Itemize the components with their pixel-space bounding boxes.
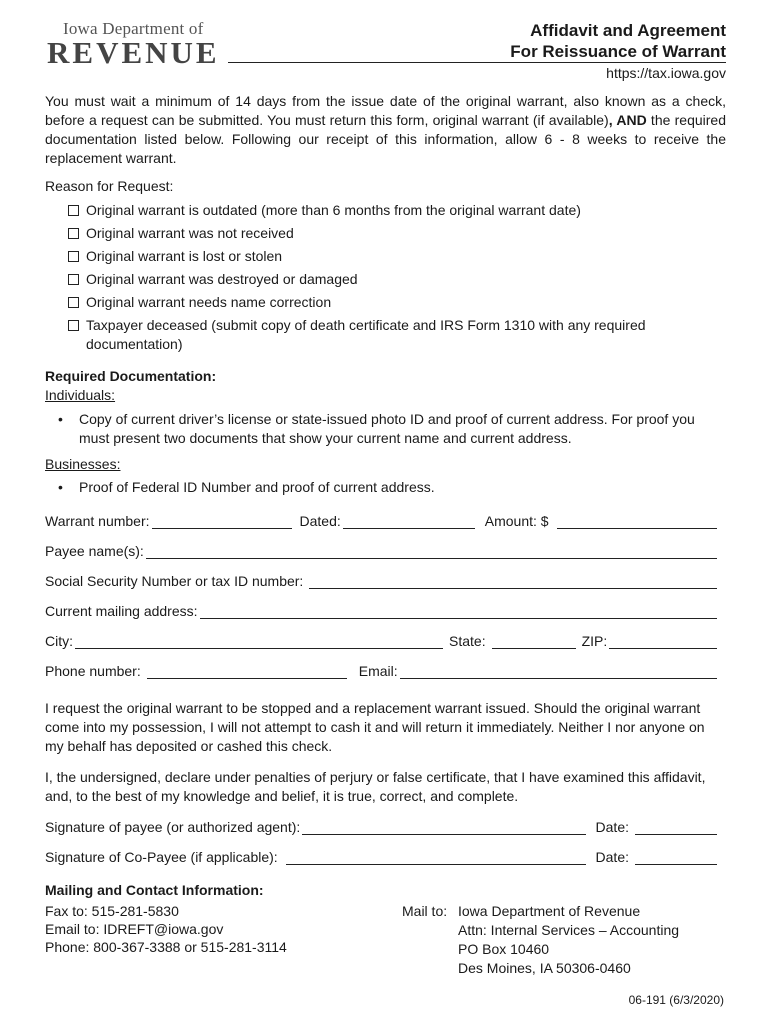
phone-line: Phone: 800-367-3388 or 515-281-3114 [45,939,287,955]
checkbox[interactable] [68,205,79,216]
intro-and-emphasis: , AND [608,112,647,128]
reason-option-not-received[interactable] [68,224,728,243]
request-statement: I request the original warrant to be stopped and a replacement warrant issued. Should the original warrant come into my possession, I will not attempt to cash it and will return it immediately. Neither I nor anyone on my behalf has deposited or cashed this check. [45,700,705,754]
email-label: Email: [358,663,398,679]
bullet: • [58,479,63,495]
phone-email-row [45,661,719,679]
form-title [510,20,726,62]
form-title-line-1: Affidavit and Agreement [530,21,726,40]
copayee-signature-label: Signature of Co-Payee (if applicable): [45,849,278,865]
reason-option-outdated[interactable] [68,201,728,220]
checkbox[interactable] [68,297,79,308]
city-row [45,631,719,649]
copayee-date-label: Date: [595,849,629,865]
title-divider [228,62,726,63]
fax-line: Fax to: 515-281-5830 [45,903,179,919]
businesses-item-text: Proof of Federal ID Number and proof of current address. [79,479,435,495]
individuals-list [58,410,718,448]
mailing-address-block [402,902,679,978]
intro-paragraph [45,92,726,168]
businesses-item [58,478,718,497]
payee-signature-row [45,817,719,835]
address-line: Iowa Department of Revenue [458,903,641,919]
mailing-address-label: Current mailing address: [45,603,198,619]
reason-option-label: Original warrant was not received [86,225,294,241]
checkbox[interactable] [68,251,79,262]
phone-field[interactable] [147,665,347,679]
mailing-address-field[interactable] [200,605,717,619]
reason-option-label: Original warrant is outdated (more than 6 months from the original warrant date) [86,202,581,218]
intro-text-a: You must wait a minimum of 14 days from the issue date of the original warrant, also known as a check, before a request can be submitted. You must return this form, original warrant (if available) [45,93,726,128]
checkbox[interactable] [68,274,79,285]
amount-field[interactable] [557,515,717,529]
zip-field[interactable] [609,635,717,649]
payee-date-field[interactable] [635,821,717,835]
warrant-number-label: Warrant number: [45,513,150,529]
reason-option-label: Original warrant was destroyed or damaged [86,271,358,287]
declaration-statement: I, the undersigned, declare under penalties of perjury or false certificate, that I have examined this affidavit, and, to the best of my knowledge and belief, it is true, correct, and complete. [45,769,706,804]
mailing-address-lines [458,902,679,978]
copayee-date-field[interactable] [635,851,717,865]
businesses-list [58,478,718,497]
ssn-field[interactable] [309,575,717,589]
form-number: 06-191 (6/3/2020) [628,993,724,1007]
logo-revenue-text: REVENUE [47,35,220,70]
warrant-number-field[interactable] [152,515,292,529]
address-line: Attn: Internal Services – Accounting [458,922,680,938]
contact-details [45,902,287,956]
reason-option-label: Taxpayer deceased (submit copy of death certificate and IRS Form 1310 with any required documentation) [86,317,646,352]
logo-department-text: Iowa Department of [63,19,204,38]
reason-option-lost-stolen[interactable] [68,247,728,266]
checkbox[interactable] [68,320,79,331]
checkbox[interactable] [68,228,79,239]
mail-to-label: Mail to: [402,903,448,919]
individuals-label: Individuals: [45,387,116,403]
payee-names-field[interactable] [146,545,717,559]
zip-label: ZIP: [581,633,608,649]
reason-heading: Reason for Request: [45,178,174,194]
iowa-revenue-logo [47,19,220,70]
copayee-signature-row [45,847,719,865]
reason-option-deceased[interactable] [68,316,728,354]
address-line: Des Moines, IA 50306-0460 [458,960,631,976]
dated-label: Dated: [299,513,341,529]
payee-row [45,541,719,559]
contact-heading: Mailing and Contact Information: [45,882,264,898]
ssn-row [45,571,719,589]
dated-field[interactable] [343,515,475,529]
payee-signature-label: Signature of payee (or authorized agent): [45,819,301,835]
reason-options [68,201,728,358]
city-field[interactable] [75,635,443,649]
warrant-row [45,511,719,529]
bullet: • [58,411,63,427]
reason-option-destroyed[interactable] [68,270,728,289]
form-title-line-2: For Reissuance of Warrant [510,42,726,61]
individuals-item-text: Copy of current driver’s license or state-issued photo ID and proof of current address. For proof you must present two documents that show your current name and current address. [79,411,695,446]
phone-label: Phone number: [45,663,141,679]
state-field[interactable] [492,635,576,649]
ssn-label: Social Security Number or tax ID number: [45,573,304,589]
payee-signature-field[interactable] [302,821,585,835]
address-row [45,601,719,619]
reason-option-name-correction[interactable] [68,293,728,312]
payee-names-label: Payee name(s): [45,543,144,559]
email-field[interactable] [400,665,717,679]
businesses-label: Businesses: [45,456,121,472]
city-label: City: [45,633,73,649]
state-label: State: [449,633,486,649]
amount-label: Amount: $ [484,513,549,529]
documentation-heading: Required Documentation: [45,368,217,384]
email-line: Email to: IDREFT@iowa.gov [45,921,224,937]
website-url: https://tax.iowa.gov [606,65,726,81]
individuals-item [58,410,718,448]
copayee-signature-field[interactable] [286,851,586,865]
payee-date-label: Date: [595,819,629,835]
address-line: PO Box 10460 [458,941,550,957]
reason-option-label: Original warrant needs name correction [86,294,332,310]
intro-text-b: the required documentation listed below. Following our receipt of this information, allow 6 - 8 weeks to receive the replacement warrant. [45,112,727,166]
reason-option-label: Original warrant is lost or stolen [86,248,283,264]
